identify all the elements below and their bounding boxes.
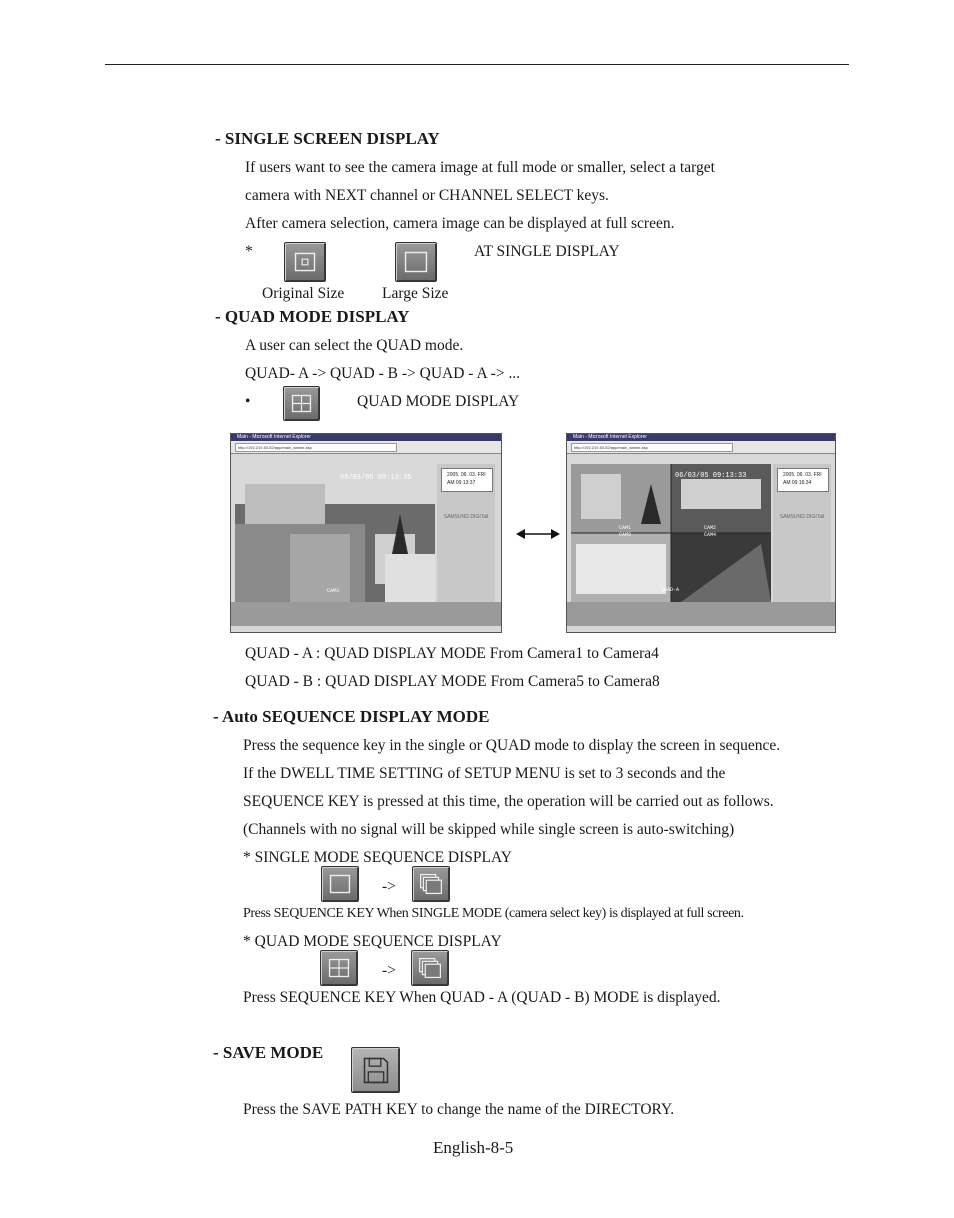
quad-scene-image [571, 464, 771, 602]
quad-view-screenshot [566, 433, 836, 633]
camera-label: CAM3 [619, 532, 632, 538]
quad-line-1: A user can select the QUAD mode. [245, 337, 464, 354]
side-panel [437, 464, 495, 602]
quad-heading: - QUAD MODE DISPLAY [215, 307, 410, 326]
quad-b-description: QUAD - B : QUAD DISPLAY MODE From Camera5 to Camera8 [245, 673, 660, 690]
office-scene-image [235, 464, 435, 602]
quad-bullet: • [245, 393, 251, 410]
double-arrow-icon [516, 526, 560, 542]
sequence-line-3: SEQUENCE KEY is pressed at this time, the operation will be carried out as follows. [243, 793, 774, 810]
single-line-1: If users want to see the camera image at full mode or smaller, select a target [245, 159, 715, 176]
save-path-key-icon[interactable] [351, 1047, 400, 1093]
header-rule [105, 64, 849, 65]
sequence-line-1: Press the sequence key in the single or QUAD mode to display the screen in sequence. [243, 737, 781, 754]
page-number: English-8-5 [433, 1138, 514, 1157]
single-asterisk: * [245, 243, 253, 260]
large-size-label: Large Size [382, 285, 449, 302]
address-text: http://192.219.53.52/app/main_admin.asp [238, 445, 312, 450]
osd-timestamp: 06/03/05 09:13:35 [340, 474, 412, 482]
camera-label: CAM4 [704, 532, 717, 538]
sequence-line-4: (Channels with no signal will be skipped while single screen is auto-switching) [243, 821, 735, 838]
window-titlebar [231, 434, 501, 441]
camera-label: QUAD-A [661, 587, 680, 593]
address-bar [231, 441, 501, 454]
save-line-1: Press the SAVE PATH KEY to change the name of the DIRECTORY. [243, 1101, 675, 1118]
address-bar [567, 441, 835, 454]
large-size-key-icon[interactable] [395, 242, 437, 282]
sequence-line-2: If the DWELL TIME SETTING of SETUP MENU is set to 3 seconds and the [243, 765, 726, 782]
control-bar[interactable] [231, 602, 501, 626]
quad-sequence-note: Press SEQUENCE KEY When QUAD - A (QUAD - B) MODE is displayed. [243, 989, 721, 1006]
panel-date: 2005. 06. 03. FRI [783, 472, 822, 478]
single-mode-key-icon[interactable] [321, 866, 359, 902]
side-panel [773, 464, 831, 602]
camera-label: CAM2 [704, 525, 717, 531]
control-bar[interactable] [567, 602, 835, 626]
address-text: http://192.219.53.52/app/main_admin.asp [574, 445, 648, 450]
panel-time: AM 09:16:34 [783, 480, 812, 486]
single-video-area [235, 464, 435, 602]
camera-label: CAM3 [327, 588, 340, 594]
osd-timestamp: 06/03/05 09:13:33 [675, 472, 747, 480]
original-size-key-icon[interactable] [284, 242, 326, 282]
samsung-logo: SAMSUNG DIGITall [779, 514, 825, 520]
quad-a-description: QUAD - A : QUAD DISPLAY MODE From Camera1 to Camera4 [245, 645, 659, 662]
window-titlebar [567, 434, 835, 441]
sequence-key-icon[interactable] [412, 866, 450, 902]
at-single-display-label: AT SINGLE DISPLAY [474, 243, 620, 260]
quad-mode-key-icon[interactable] [283, 386, 320, 421]
single-heading: - SINGLE SCREEN DISPLAY [215, 129, 440, 148]
quad-video-area [571, 464, 771, 602]
panel-time: AM 09:13:37 [447, 480, 476, 486]
sequence-arrow-1: -> [382, 878, 396, 895]
single-view-screenshot [230, 433, 502, 633]
single-line-2: camera with NEXT channel or CHANNEL SELECT keys. [245, 187, 609, 204]
camera-label: CAM1 [619, 525, 632, 531]
single-line-3: After camera selection, camera image can be displayed at full screen. [245, 215, 675, 232]
single-sequence-note: Press SEQUENCE KEY When SINGLE MODE (camera select key) is displayed at full screen. [243, 906, 744, 921]
window-title: Main - Microsoft Internet Explorer [237, 434, 311, 440]
single-sequence-title: * SINGLE MODE SEQUENCE DISPLAY [243, 849, 512, 866]
original-size-label: Original Size [262, 285, 345, 302]
sequence-heading: - Auto SEQUENCE DISPLAY MODE [213, 707, 490, 726]
sequence-key-icon[interactable] [411, 950, 449, 986]
quad-line-2: QUAD- A -> QUAD - B -> QUAD - A -> ... [245, 365, 521, 382]
quad-sequence-title: * QUAD MODE SEQUENCE DISPLAY [243, 933, 502, 950]
panel-date: 2005. 06. 03. FRI [447, 472, 486, 478]
window-title: Main - Microsoft Internet Explorer [573, 434, 647, 440]
quad-display-label: QUAD MODE DISPLAY [357, 393, 520, 410]
samsung-logo: SAMSUNG DIGITall [443, 514, 489, 520]
save-heading: - SAVE MODE [213, 1043, 324, 1062]
sequence-arrow-2: -> [382, 962, 396, 979]
quad-mode-key-icon[interactable] [320, 950, 358, 986]
